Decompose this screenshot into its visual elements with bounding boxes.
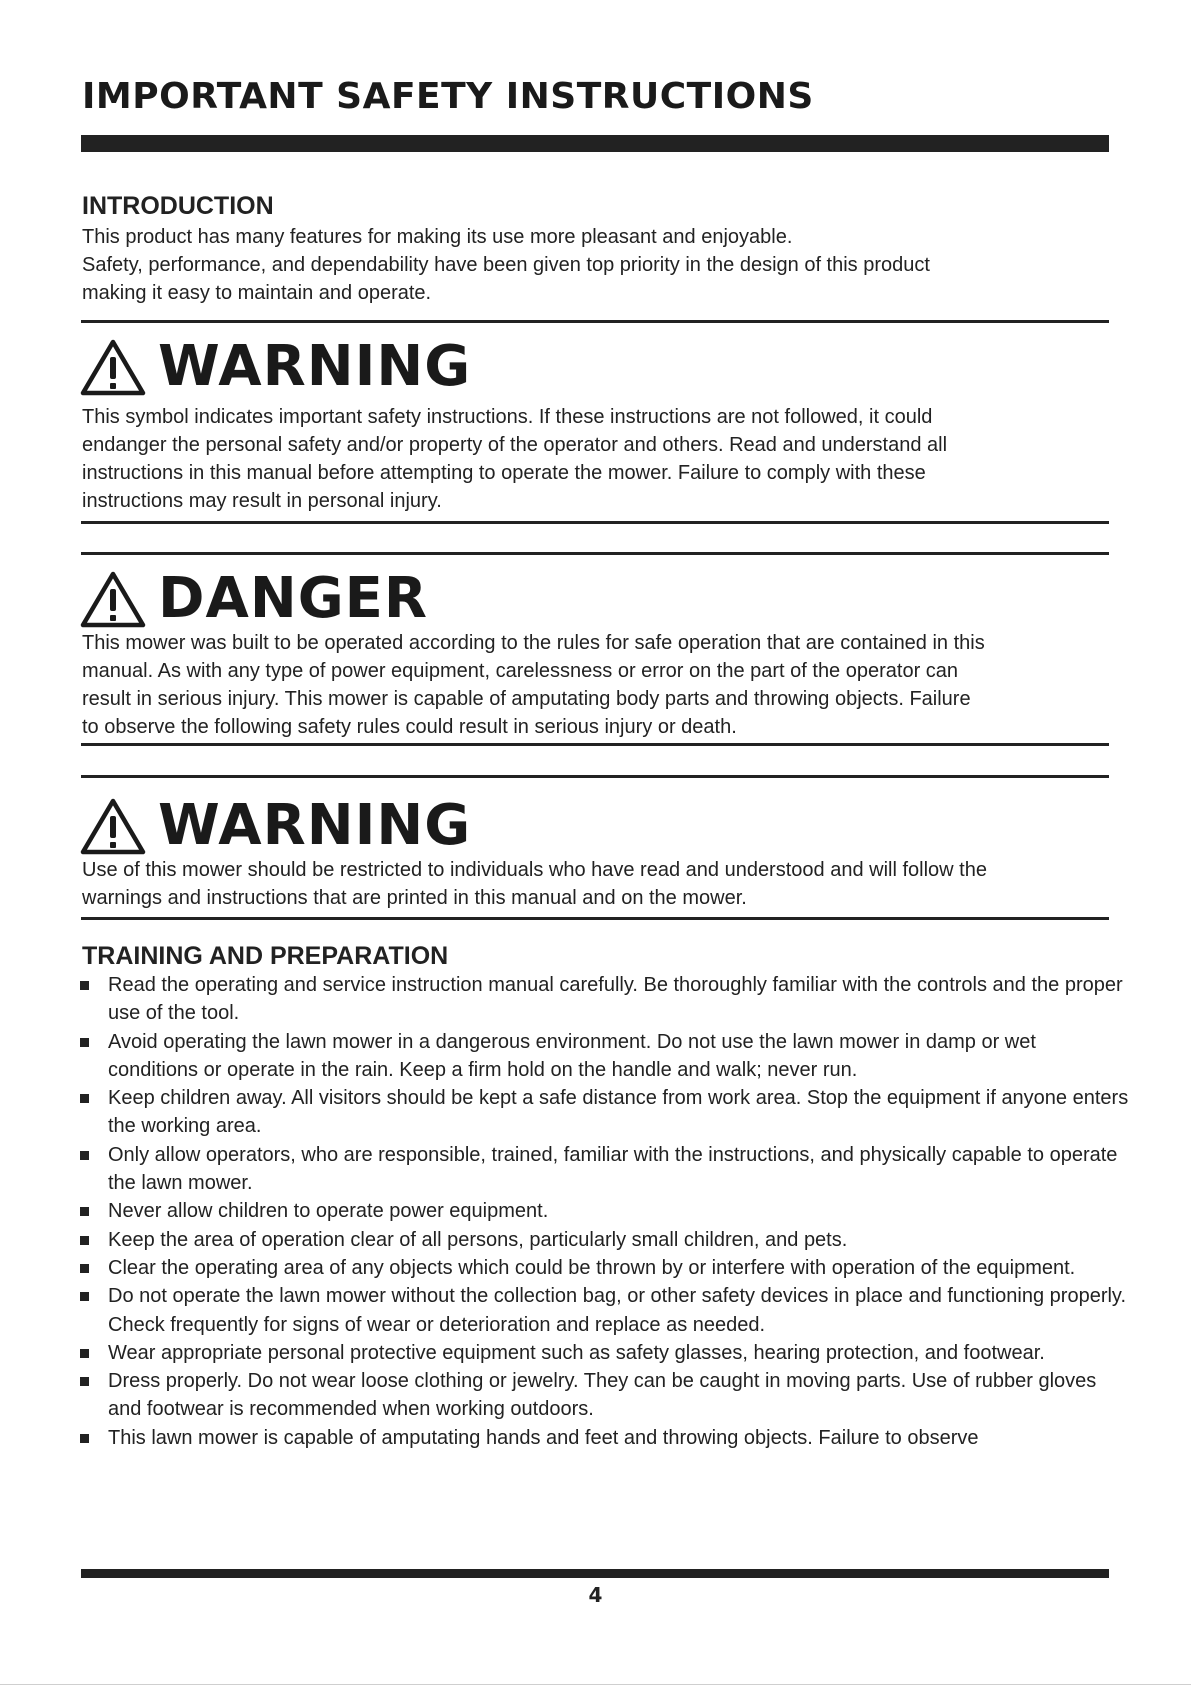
text-line: This symbol indicates important safety instructions. If these instructions are not followed, it could xyxy=(82,406,933,428)
text-line: instructions may result in personal injury. xyxy=(82,490,442,512)
bullet-square-icon xyxy=(80,981,89,990)
text-line: This product has many features for making its use more pleasant and enjoyable. xyxy=(82,226,793,248)
signal-word: DANGER xyxy=(158,566,429,631)
list-item: Do not operate the lawn mower without the collection bag, or other safety devices in place and functioning properly. Check frequently for signs of wear or deterioration and replace as needed. xyxy=(80,1282,1130,1339)
text-line: warnings and instructions that are printed in this manual and on the mower. xyxy=(82,887,747,909)
footer-divider xyxy=(81,1569,1109,1578)
title-divider xyxy=(81,135,1109,152)
bullet-square-icon xyxy=(80,1038,89,1047)
list-item: Wear appropriate personal protective equipment such as safety glasses, hearing protection, and footwear. xyxy=(80,1339,1130,1367)
list-item: Only allow operators, who are responsible, trained, familiar with the instructions, and physically capable to operate the lawn mower. xyxy=(80,1141,1130,1198)
bullet-square-icon xyxy=(80,1236,89,1245)
warning-triangle-icon xyxy=(80,797,146,855)
warning-signal-header xyxy=(80,791,471,861)
warning-text xyxy=(82,856,1122,912)
bullet-square-icon xyxy=(80,1264,89,1273)
section-divider xyxy=(81,917,1109,920)
bullet-square-icon xyxy=(80,1151,89,1160)
training-list xyxy=(80,971,1130,1452)
text-line: endanger the personal safety and/or property of the operator and others. Read and understand all xyxy=(82,434,948,456)
section-divider xyxy=(81,320,1109,323)
list-item: Clear the operating area of any objects which could be thrown by or interfere with operation of the equipment. xyxy=(80,1254,1130,1282)
text-line: instructions in this manual before attempting to operate the mower. Failure to comply with these xyxy=(82,462,926,484)
list-item: Dress properly. Do not wear loose clothing or jewelry. They can be caught in moving parts. Use of rubber gloves and footwear is recommended when working outdoors. xyxy=(80,1367,1130,1424)
warning-signal-header xyxy=(80,332,471,402)
danger-text xyxy=(82,629,1122,741)
danger-signal-header xyxy=(80,564,428,634)
text-line: Safety, performance, and dependability have been given top priority in the design of this product xyxy=(82,254,930,276)
text-line: making it easy to maintain and operate. xyxy=(82,282,432,304)
bullet-square-icon xyxy=(80,1349,89,1358)
list-item: Avoid operating the lawn mower in a dangerous environment. Do not use the lawn mower in damp or wet conditions or operate in the rain. Keep a firm hold on the handle and walk; never run. xyxy=(80,1028,1130,1085)
list-item: Keep children away. All visitors should be kept a safe distance from work area. Stop the equipment if anyone enters the working area. xyxy=(80,1084,1130,1141)
warning-triangle-icon xyxy=(80,570,146,628)
introduction-text xyxy=(82,223,1122,307)
page-number: 4 xyxy=(588,1583,603,1607)
bullet-square-icon xyxy=(80,1377,89,1386)
section-divider xyxy=(81,521,1109,524)
text-line: to observe the following safety rules could result in serious injury or death. xyxy=(82,716,737,738)
warning-triangle-icon xyxy=(80,338,146,396)
text-line: result in serious injury. This mower is capable of amputating body parts and throwing objects. Failure xyxy=(82,688,971,710)
training-heading: TRAINING AND PREPARATION xyxy=(82,942,449,970)
text-line: This mower was built to be operated according to the rules for safe operation that are contained in this xyxy=(82,632,985,654)
signal-word: WARNING xyxy=(158,334,472,399)
list-item: Read the operating and service instruction manual carefully. Be thoroughly familiar with the controls and the proper use of the tool. xyxy=(80,971,1130,1028)
introduction-heading: INTRODUCTION xyxy=(82,192,274,220)
list-item: Never allow children to operate power equipment. xyxy=(80,1197,1130,1225)
warning-text xyxy=(82,403,1122,515)
text-line: manual. As with any type of power equipment, carelessness or error on the part of the operator can xyxy=(82,660,959,682)
bullet-square-icon xyxy=(80,1434,89,1443)
bullet-square-icon xyxy=(80,1094,89,1103)
section-divider xyxy=(81,552,1109,555)
bullet-square-icon xyxy=(80,1207,89,1216)
section-divider xyxy=(81,775,1109,778)
text-line: Use of this mower should be restricted to individuals who have read and understood and will follow the xyxy=(82,859,987,881)
signal-word: WARNING xyxy=(158,793,472,858)
bullet-square-icon xyxy=(80,1292,89,1301)
section-divider xyxy=(81,743,1109,746)
list-item: Keep the area of operation clear of all persons, particularly small children, and pets. xyxy=(80,1226,1130,1254)
page-title: IMPORTANT SAFETY INSTRUCTIONS xyxy=(82,76,814,117)
list-item: This lawn mower is capable of amputating hands and feet and throwing objects. Failure to observe xyxy=(80,1424,1130,1452)
